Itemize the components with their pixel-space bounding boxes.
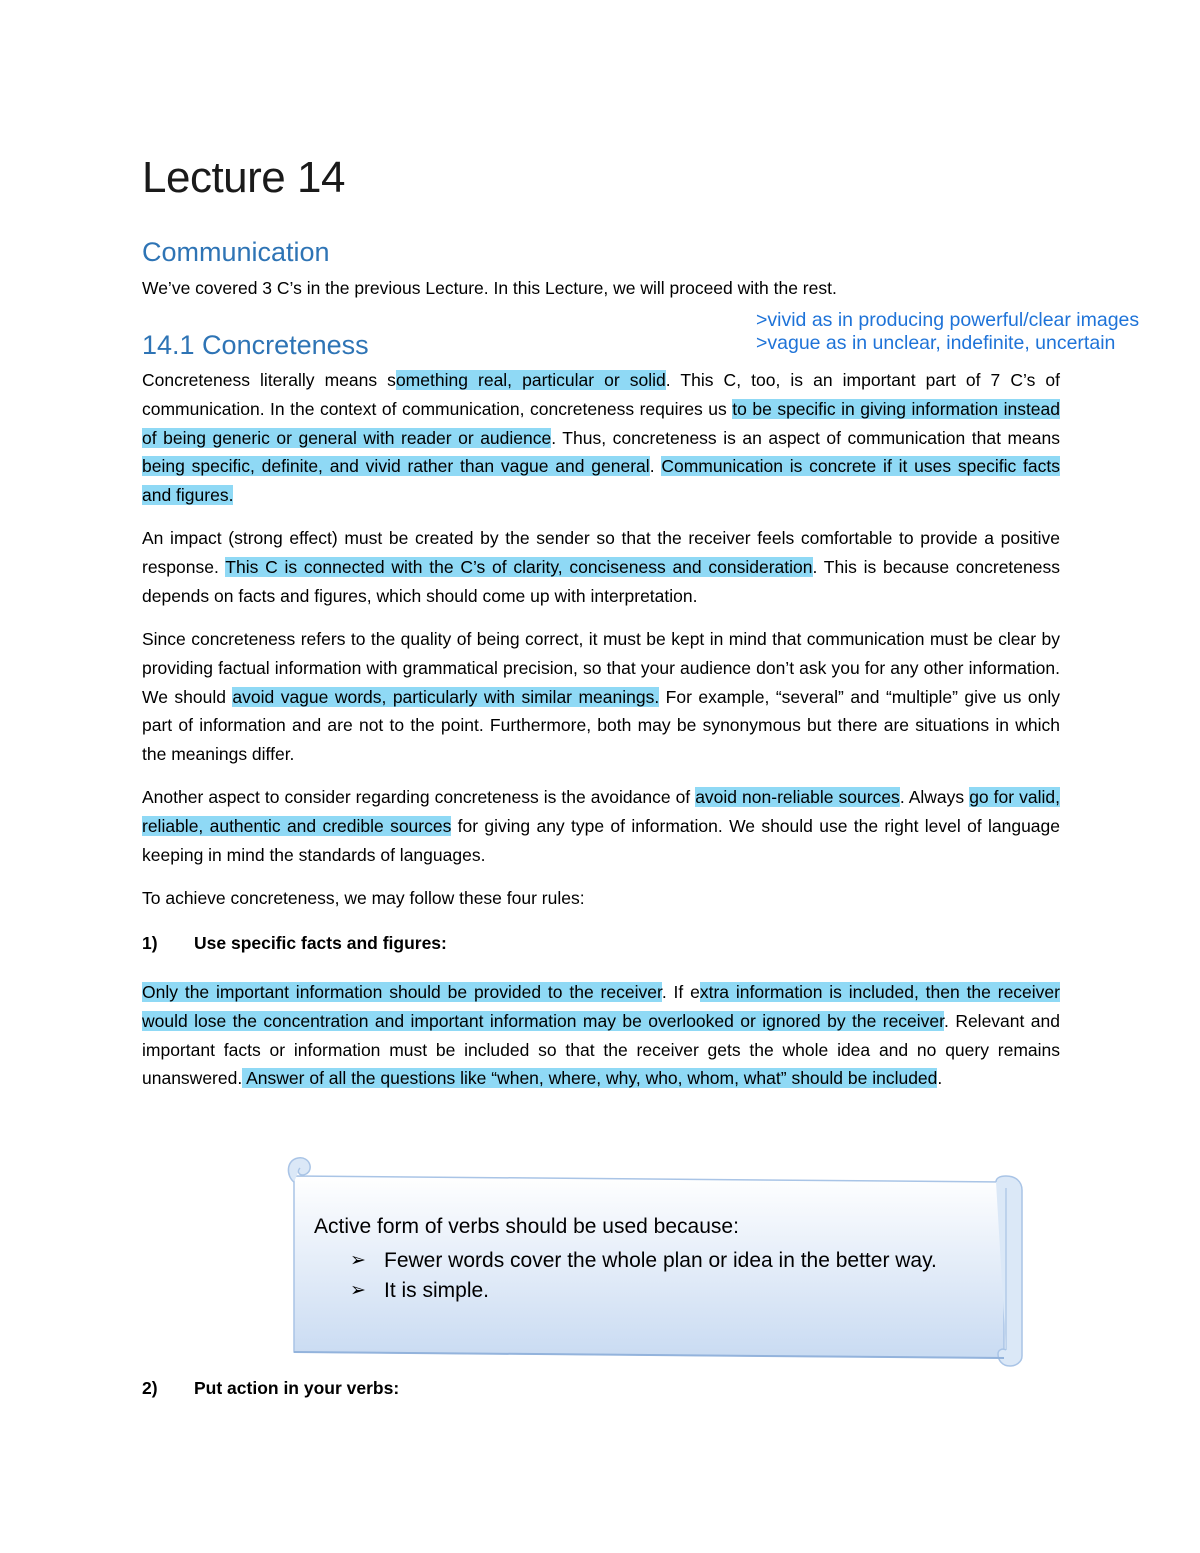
side-note-vague: >vague as in unclear, indefinite, uncertain	[756, 332, 1116, 354]
rule-2-heading	[142, 1375, 399, 1401]
highlight: xtra information is included, then the receiver would lose the concentration and important information may be overlooked or ignored by the receiver	[142, 982, 1060, 1031]
callout-heading: Active form of verbs should be used because:	[314, 1215, 739, 1238]
text-run: . Always	[899, 787, 970, 807]
text-run: Concreteness literally means s	[142, 370, 396, 390]
paragraph-rules-intro: To achieve concreteness, we may follow these four rules:	[142, 888, 585, 908]
highlight: Communication is concrete if it uses specific facts and figures.	[142, 456, 1060, 506]
text-run: Since concreteness refers to the quality of being correct, it must be kept in mind that communication must be clear by providing factual information with grammatical precision, so that your audience don’t ask you for any other information. We should	[142, 629, 1060, 707]
callout-list	[314, 1246, 937, 1306]
text-run: for giving any type of information. We should use the right level of language keeping in mind the standards of languages.	[142, 815, 1060, 865]
side-note	[756, 309, 1139, 355]
paragraph-definition	[142, 366, 1060, 510]
arrow-bullet-icon: ➢	[350, 1280, 366, 1301]
text-run: . This C, too, is an important part of 7 C’s of communication. In the context of communication, concreteness requires us	[142, 370, 1060, 419]
highlight: being specific, definite, and vivid rather than vague and general	[142, 456, 650, 477]
paragraph-sources	[142, 783, 1060, 869]
rule-number: 2)	[142, 1378, 158, 1398]
callout-item-text: It is simple.	[384, 1279, 490, 1302]
rule-label: Put action in your verbs:	[194, 1378, 400, 1398]
arrow-bullet-icon: ➢	[350, 1250, 366, 1271]
section-heading-concreteness: 14.1 Concreteness	[142, 330, 369, 360]
highlight: Answer of all the questions like “when, where, why, who, whom, what” should be included	[242, 1068, 938, 1089]
text-run: For example, “several” and “multiple” give us only part of information and are not to the point. Furthermore, both may be synonymous but there are situations in which the meanings differ.	[142, 686, 1060, 765]
rule-label: Use specific facts and figures:	[194, 933, 447, 953]
highlight: go for valid, reliable, authentic and credible sources	[142, 787, 1060, 836]
text-run: . This is because concreteness depends on facts and figures, which should come up with interpretation.	[142, 556, 1060, 606]
rule-1-heading	[142, 930, 447, 956]
callout-list-item	[350, 1246, 937, 1276]
text-run: An impact (strong effect) must be created by the sender so that the receiver feels comfortable to provide a positive response.	[142, 528, 1060, 577]
highlight: This C is connected with the C’s of clarity, conciseness and consideration	[225, 556, 813, 577]
text-run: Another aspect to consider regarding concreteness is the avoidance of	[142, 787, 696, 807]
paragraph-impact	[142, 524, 1060, 610]
intro-paragraph: We’ve covered 3 C’s in the previous Lecture. In this Lecture, we will proceed with the rest.	[142, 278, 837, 298]
text-run: . If e	[661, 982, 700, 1002]
highlight: to be specific in giving information instead of being generic or general with reader or audience	[142, 398, 1060, 448]
side-note-vivid: >vivid as in producing powerful/clear images	[756, 309, 1140, 331]
highlight: Only the important information should be provided to the receiver	[142, 982, 662, 1002]
callout-list-item	[350, 1276, 937, 1306]
text-run: . Relevant and important facts or information must be included so that the receiver gets the whole idea and no query remains unanswered.	[142, 1010, 1061, 1089]
paragraph-correctness	[142, 625, 1060, 769]
text-run: . Thus, concreteness is an aspect of communication that means	[551, 427, 1060, 448]
text-run: .	[937, 1068, 943, 1089]
section-heading-communication: Communication	[142, 237, 330, 267]
highlight: avoid vague words, particularly with similar meanings.	[232, 686, 660, 707]
text-run: .	[649, 456, 662, 477]
highlight: omething real, particular or solid	[395, 370, 666, 390]
highlight: avoid non-reliable sources	[695, 787, 900, 807]
callout-content	[314, 1212, 937, 1306]
paragraph-important-info	[142, 978, 1060, 1093]
callout-item-text: Fewer words cover the whole plan or idea in the better way.	[384, 1249, 937, 1272]
rule-number: 1)	[142, 933, 158, 953]
page-title: Lecture 14	[142, 153, 345, 202]
